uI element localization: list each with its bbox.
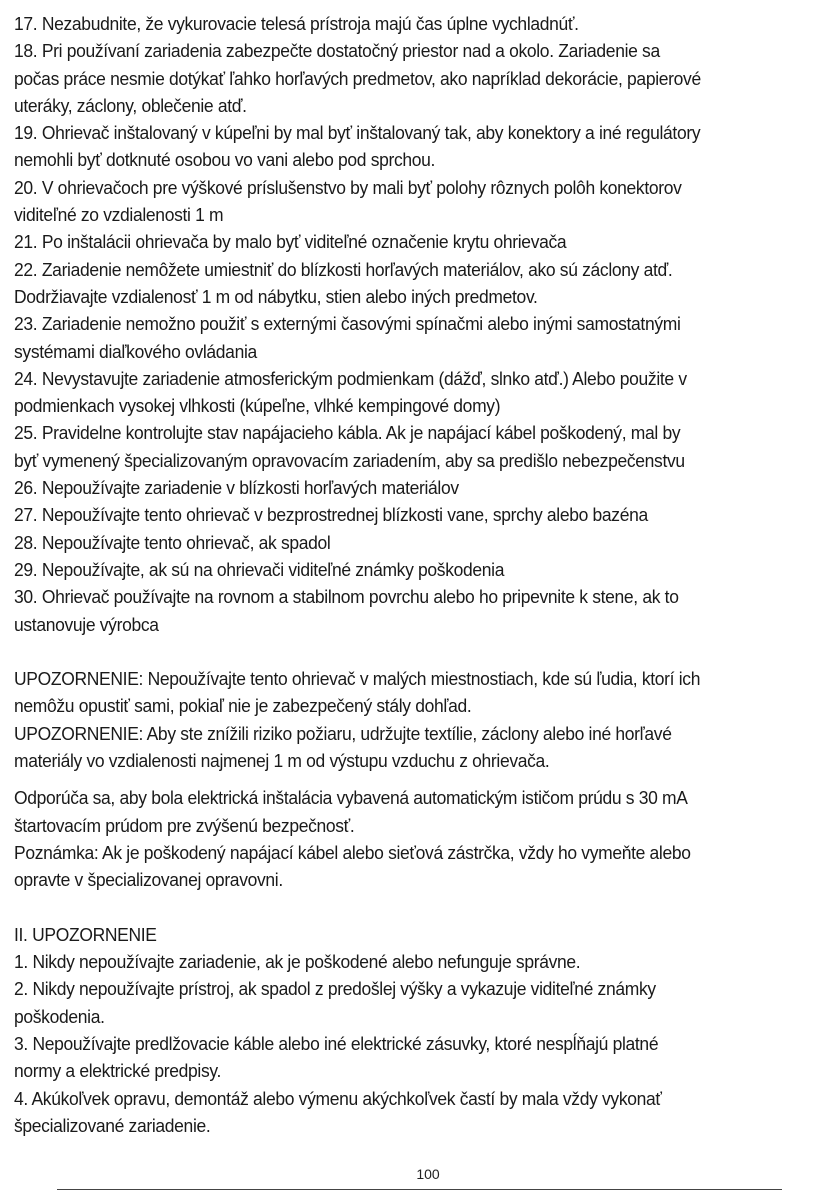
warning-line: UPOZORNENIE: Aby ste znížili riziko požiaru, udržujte textílie, záclony alebo iné horľavé — [14, 722, 672, 744]
footer-divider — [57, 1189, 782, 1190]
document-body — [14, 10, 829, 1139]
text-line: 25. Pravidelne kontrolujte stav napájacieho kábla. Ak je napájací kábel poškodený, mal by — [14, 422, 681, 444]
text-line: ustanovuje výrobca — [14, 613, 159, 635]
warning-line: UPOZORNENIE: Nepoužívajte tento ohrievač v malých miestnostiach, kde sú ľudia, ktorí ich — [14, 668, 701, 690]
section-line: poškodenia. — [14, 1005, 105, 1027]
text-line: 17. Nezabudnite, že vykurovacie telesá prístroja majú čas úplne vychladnúť. — [14, 13, 579, 34]
recommendation-line: štartovacím prúdom pre zvýšenú bezpečnosť. — [14, 814, 355, 836]
text-line: 27. Nepoužívajte tento ohrievač v bezprostrednej blízkosti vane, sprchy alebo bazéna — [14, 504, 648, 526]
text-line: 29. Nepoužívajte, ak sú na ohrievači viditeľné známky poškodenia — [14, 558, 505, 580]
recommendation-line: opravte v špecializovanej opravovni. — [14, 869, 283, 891]
section-line: 4. Akúkoľvek opravu, demontáž alebo výmenu akýchkoľvek častí by mala vždy vykonať — [14, 1087, 662, 1109]
safety-instructions-list — [14, 10, 829, 638]
recommendation-line: Odporúča sa, aby bola elektrická inštalácia vybavená automatickým ističom prúdu s 30 mA — [14, 787, 688, 809]
section-line: 3. Nepoužívajte predlžovacie káble alebo iné elektrické zásuvky, ktoré nespĺňajú platné — [14, 1032, 659, 1054]
section-heading: II. UPOZORNENIE — [14, 923, 157, 945]
text-line: 30. Ohrievač používajte na rovnom a stabilnom povrchu alebo ho pripevnite k stene, ak to — [14, 586, 679, 608]
text-line: uteráky, záclony, oblečenie atď. — [14, 94, 247, 116]
text-line: počas práce nesmie dotýkať ľahko horľavých predmetov, ako napríklad dekorácie, papierové — [14, 67, 701, 89]
section-line: špecializované zariadenie. — [14, 1114, 211, 1136]
recommendation-line: Poznámka: Ak je poškodený napájací kábel alebo sieťová zástrčka, vždy ho vymeňte alebo — [14, 841, 691, 863]
text-line: 19. Ohrievač inštalovaný v kúpeľni by mal byť inštalovaný tak, aby konektory a iné regulátory — [14, 122, 701, 144]
text-line: 21. Po inštalácii ohrievača by malo byť viditeľné označenie krytu ohrievača — [14, 231, 567, 253]
recommendation-block — [14, 784, 829, 893]
section-line: 1. Nikdy nepoužívajte zariadenie, ak je poškodené alebo nefunguje správne. — [14, 951, 581, 973]
text-line: 20. V ohrievačoch pre výškové príslušenstvo by mali byť polohy rôznych polôh konektorov — [14, 176, 682, 198]
text-line: systémami diaľkového ovládania — [14, 340, 257, 362]
section-line: normy a elektrické predpisy. — [14, 1060, 222, 1082]
warning-line: nemôžu opustiť sami, pokiaľ nie je zabezpečený stály dohľad. — [14, 695, 472, 717]
text-line: 26. Nepoužívajte zariadenie v blízkosti horľavých materiálov — [14, 477, 459, 499]
text-line: 18. Pri používaní zariadenia zabezpečte dostatočný priestor nad a okolo. Zariadenie sa — [14, 40, 660, 62]
paragraph-spacer — [14, 638, 829, 665]
text-line: Dodržiavajte vzdialenosť 1 m od nábytku, stien alebo iných predmetov. — [14, 285, 538, 307]
section-line: 2. Nikdy nepoužívajte prístroj, ak spadol z predošlej výšky a vykazuje viditeľné známky — [14, 978, 656, 1000]
paragraph-spacer — [14, 894, 829, 921]
section-ii — [14, 921, 829, 1139]
text-line: 28. Nepoužívajte tento ohrievač, ak spadol — [14, 531, 331, 553]
warning-block — [14, 665, 829, 774]
page-number: 100 — [416, 1166, 440, 1182]
paragraph-spacer — [14, 774, 829, 784]
text-line: viditeľné zo vzdialenosti 1 m — [14, 204, 224, 226]
text-line: 24. Nevystavujte zariadenie atmosferickým podmienkam (dážď, slnko atď.) Alebo použite v — [14, 367, 687, 389]
text-line: byť vymenený špecializovaným opravovacím zariadením, aby sa predišlo nebezpečenstvu — [14, 449, 685, 471]
text-line: 23. Zariadenie nemožno použiť s externými časovými spínačmi alebo inými samostatnými — [14, 313, 681, 335]
text-line: nemohli byť dotknuté osobou vo vani alebo pod sprchou. — [14, 149, 436, 171]
warning-line: materiály vo vzdialenosti najmenej 1 m od výstupu vzduchu z ohrievača. — [14, 750, 550, 772]
text-line: 22. Zariadenie nemôžete umiestniť do blízkosti horľavých materiálov, ako sú záclony atď. — [14, 258, 673, 280]
text-line: podmienkach vysokej vlhkosti (kúpeľne, vlhké kempingové domy) — [14, 395, 501, 417]
